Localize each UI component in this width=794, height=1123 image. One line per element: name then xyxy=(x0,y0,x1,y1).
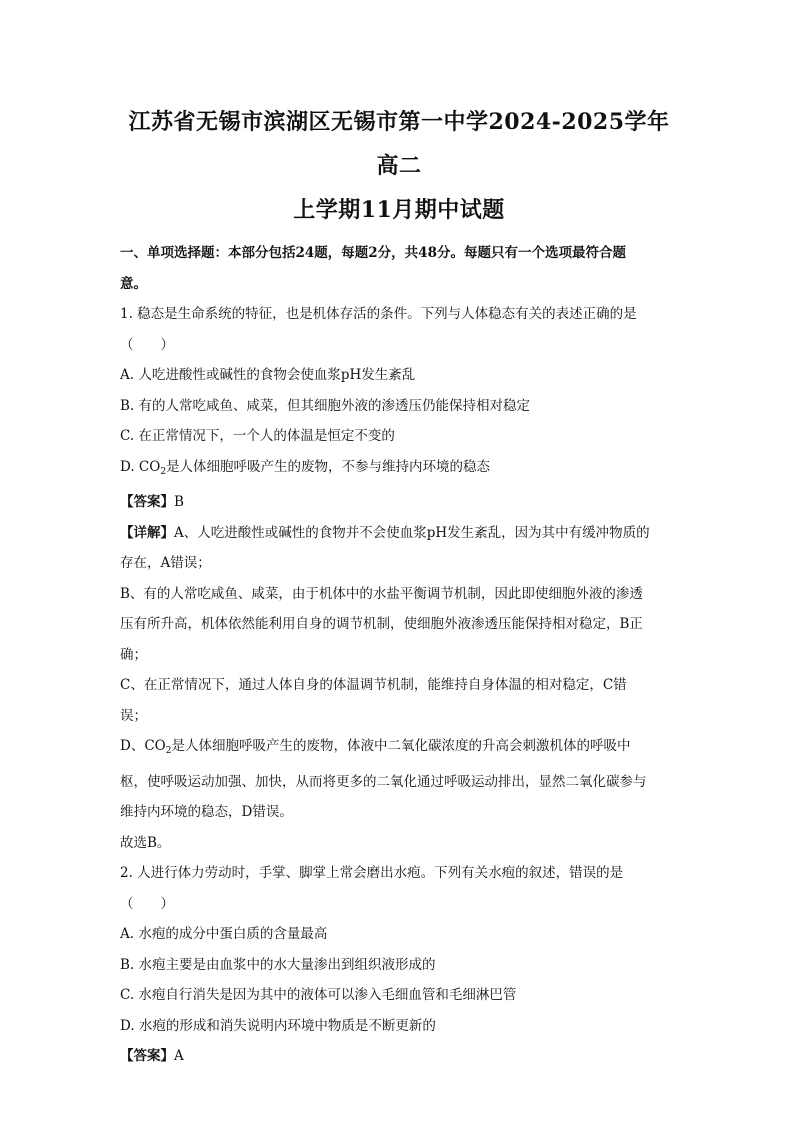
q1-stem-line-2: （ ） xyxy=(120,336,174,353)
q1-detail-line-1 xyxy=(120,518,678,549)
q1-option-d-post: 是人体细胞呼吸产生的废物，不参与维持内环境的稳态 xyxy=(166,458,491,475)
section-heading-line-2: 意。 xyxy=(120,275,147,292)
q1-answer-value: B xyxy=(174,494,184,510)
q1-detail-text-1: A、人吃进酸性或碱性的食物并不会使血浆pH发生紊乱，因为其中有缓冲物质的 xyxy=(174,524,650,541)
q2-stem-line-1: 2. 人进行体力劳动时，手掌、脚掌上常会磨出水疱。下列有关水疱的叙述，错误的是 xyxy=(120,865,624,881)
q1-option-d-subscript: 2 xyxy=(160,466,167,477)
q2-option-a: A. 水疱的成分中蛋白质的含量最高 xyxy=(120,926,328,942)
q2-answer-value: A xyxy=(174,1048,184,1064)
q1-option-d-pre: D. CO xyxy=(120,458,161,475)
question-2 xyxy=(120,858,678,1072)
q2-answer xyxy=(120,1041,678,1072)
q2-answer-tag: 【答案】 xyxy=(120,1048,174,1064)
q2-option-d: D. 水疱的形成和消失说明内环境中物质是不断更新的 xyxy=(120,1017,436,1034)
question-1 xyxy=(120,299,678,858)
q2-stem-line-2: （ ） xyxy=(120,895,174,912)
page-title xyxy=(120,100,678,232)
q1-answer-tag: 【答案】 xyxy=(120,494,174,510)
q1-detail-8-pre: D、CO xyxy=(120,738,166,754)
q1-detail-line-4: 压有所升高，机体依然能利用自身的调节机制，使细胞外液渗透压能保持相对稳定，B正 xyxy=(120,616,643,632)
q1-detail-line-10: 维持内环境的稳态，D错误。 xyxy=(120,804,293,820)
q1-answer xyxy=(120,487,678,518)
section-heading-line-1: 一、单项选择题：本部分包括24题，每题2分，共48分。每题只有一个选项最符合题 xyxy=(120,245,626,261)
title-line-1: 江苏省无锡市滨湖区无锡市第一中学2024-2025学年高二 xyxy=(128,109,670,179)
q2-option-c: C. 水疱自行消失是因为其中的液体可以渗入毛细血管和毛细淋巴管 xyxy=(120,987,517,1003)
q1-detail-line-3: B、有的人常吃咸鱼、咸菜，由于机体中的水盐平衡调节机制，因此即使细胞外液的渗透 xyxy=(120,585,643,602)
q1-detail-line-7: 误； xyxy=(120,707,147,724)
q1-option-a: A. 人吃进酸性或碱性的食物会使血浆pH发生紊乱 xyxy=(120,367,416,383)
title-line-2: 上学期11月期中试题 xyxy=(293,197,505,223)
q1-detail-line-8 xyxy=(120,731,678,767)
q1-option-b: B. 有的人常吃咸鱼、咸菜，但其细胞外液的渗透压仍能保持相对稳定 xyxy=(120,397,531,414)
q1-option-c: C. 在正常情况下，一个人的体温是恒定不变的 xyxy=(120,428,395,444)
q1-detail-line-2: 存在，A错误； xyxy=(120,555,211,571)
q1-detail-tag: 【详解】 xyxy=(120,524,174,541)
q1-detail-8-post: 是人体细胞呼吸产生的废物，体液中二氧化碳浓度的升高会刺激机体的呼吸中 xyxy=(171,738,631,754)
q2-option-b: B. 水疱主要是由血浆中的水大量渗出到组织液形成的 xyxy=(120,956,436,973)
q1-stem-line-1: 1. 稳态是生命系统的特征，也是机体存活的条件。下列与人体稳态有关的表述正确的是 xyxy=(120,306,637,322)
q1-option-d xyxy=(120,452,678,488)
q1-detail-line-5: 确； xyxy=(120,646,147,663)
q1-detail-line-6: C、在正常情况下，通过人体自身的体温调节机制，能维持自身体温的相对稳定，C错 xyxy=(120,677,627,693)
q1-detail-8-subscript: 2 xyxy=(165,746,172,756)
q1-conclusion: 故选B。 xyxy=(120,834,171,851)
q1-detail-line-9: 枢，使呼吸运动加强、加快，从而将更多的二氧化通过呼吸运动排出，显然二氧化碳参与 xyxy=(120,773,647,790)
